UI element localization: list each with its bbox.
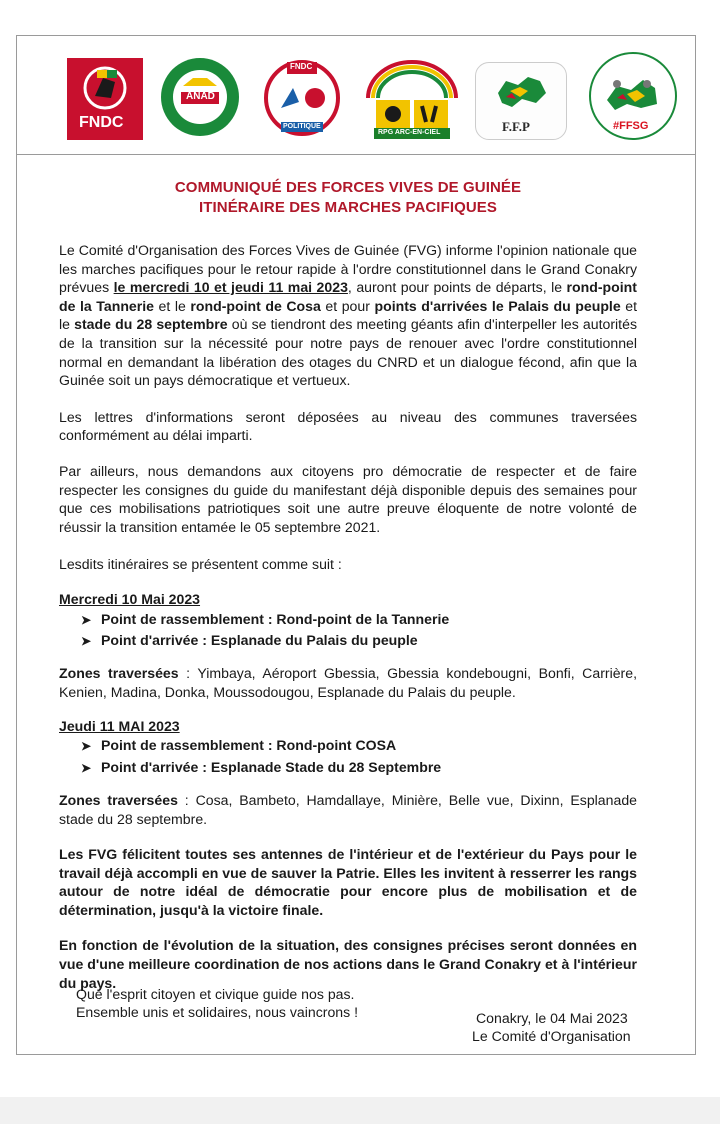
fndc-logo-label: FNDC [79, 114, 124, 131]
congratulations-paragraph: Les FVG félicitent toutes ses antennes de l'intérieur et de l'extérieur du Pays pour le travail déjà accompli en vue de sauver la Patrie. Elles les invitent à resserrer les rangs autour de notre idéal de démocratie pour encore plus de mobilisation et de détermination, jusqu'à la victoire finale. [59, 846, 637, 918]
day2-zones-list: : Cosa, Bambeto, Hamdallaye, Minière, Belle vue, Dixinn, Esplanade stade du 28 septembre. [59, 791, 637, 827]
arrival-palais: points d'arrivées le Palais du peuple [374, 297, 621, 314]
intro-text-3: , auront pour points de départs, le [347, 279, 567, 296]
day1-section [59, 590, 637, 702]
march-dates: le mercredi 10 et jeudi 11 mai 2023 [113, 279, 348, 296]
day1-bullet-1 [59, 609, 637, 630]
evolution-paragraph: En fonction de l'évolution de la situation, des consignes précises seront données en vue d'une meilleure coordination de nos actions dans le Grand Conakry et à l'intérieur du pays. [59, 937, 637, 991]
intro-text-5: et le [154, 297, 191, 314]
intro-text-11: où se tiendront des meeting géants afin d'interpeller les autorités de la transition sur la nécessité pour notre pays de renouer avec l'ordre constitutionnel normal en demandant la libération des otages du CNRD et un dialogue fécond, afin que la Guinée soit un pays démocratique et vertueux. [59, 316, 637, 389]
title-line-2: ITINÉRAIRE DES MARCHES PACIFIQUES [198, 199, 498, 216]
day1-zones-label: Zones traversées [59, 665, 179, 682]
day2-bullet-1 [59, 735, 637, 756]
fndc-logo [67, 58, 143, 140]
day2-arrival-point: Point d'arrivée : Esplanade Stade du 28 Septembre [101, 758, 442, 775]
day2-bullet-2 [59, 757, 637, 778]
communique-body [59, 178, 637, 992]
arrow-bullet-icon: ➤ [81, 739, 92, 754]
arrow-bullet-icon: ➤ [81, 633, 92, 648]
page-title [59, 178, 637, 218]
day2-zones [59, 791, 637, 828]
departure-tannerie: rond-point de la Tannerie [59, 279, 637, 314]
day2-heading: Jeudi 11 MAI 2023 [59, 717, 180, 734]
rpg-arc-en-ciel-logo [362, 56, 462, 140]
day1-gathering-point: Point de rassemblement : Rond-point de la Tannerie [101, 610, 450, 627]
intro-text-7: et pour [320, 297, 375, 314]
day1-arrival-point: Point d'arrivée : Esplanade du Palais du peuple [101, 631, 418, 648]
rpg-arc-en-ciel-label: RPG ARC-EN-CIEL [378, 129, 441, 136]
instructions-paragraph: Par ailleurs, nous demandons aux citoyens pro démocratie de respecter et de faire respecter les consignes du guide du manifestant déjà disponible depuis des semaines pour que ces mobilisations patriotiques soit une autre preuve éloquente de notre volonté de réussir la transition entamée le 05 septembre 2021. [59, 462, 637, 535]
day1-zones-list: : Yimbaya, Aéroport Gbessia, Gbessia kondebougni, Bonfi, Carrière, Kenien, Madina, Donka, Moussodougou, Esplanade du Palais du peuple. [59, 665, 637, 700]
ffp-logo-label: F.F.P [502, 119, 530, 134]
departure-cosa: rond-point de Cosa [190, 297, 321, 314]
day2-zones-label: Zones traversées [59, 791, 178, 808]
anad-logo-label: ANAD [186, 91, 215, 102]
intro-text-1: Le Comité d'Organisation des Forces Vives de Guinée (FVG) informe l'opinion nationale que les marches pacifiques pour le retour rapide à l'ordre constitutionnel dans le Grand Conakry prévues [59, 242, 637, 296]
ffsg-logo [587, 50, 679, 142]
closing-line-1: Que l'esprit citoyen et civique guide nos pas. [76, 986, 355, 1002]
fndc-politique-logo [259, 58, 345, 138]
arrival-stade: stade du 28 septembre [74, 316, 228, 333]
anad-logo [159, 56, 241, 138]
intro-paragraph [59, 241, 637, 390]
closing-line-2: Ensemble unis et solidaires, nous vaincrons ! [76, 1004, 359, 1020]
day1-bullet-2 [59, 630, 637, 651]
day2-gathering-point: Point de rassemblement : Rond-point COSA [101, 737, 397, 754]
signature-signer: Le Comité d'Organisation [472, 1028, 631, 1044]
letters-paragraph: Les lettres d'informations seront déposées au niveau des communes traversées conformément au délai imparti. [59, 408, 637, 444]
day1-zones [59, 664, 637, 701]
arrow-bullet-icon: ➤ [81, 612, 92, 627]
signature-place-date: Conakry, le 04 Mai 2023 [476, 1010, 628, 1026]
bottom-strip [0, 1097, 720, 1124]
day1-heading: Mercredi 10 Mai 2023 [59, 590, 201, 607]
ffp-logo [475, 62, 567, 140]
logo-bar [17, 36, 695, 155]
guinea-map-icon [476, 63, 568, 123]
intro-text-9: et le [59, 297, 638, 333]
rainbow-icon [362, 56, 462, 140]
title-line-1: COMMUNIQUÉ DES FORCES VIVES DE GUINÉE [174, 179, 522, 196]
arrow-bullet-icon: ➤ [81, 760, 92, 775]
day2-section [59, 717, 637, 829]
ffsg-logo-label: #FFSG [613, 120, 649, 132]
fndc-politique-top-label: FNDC [290, 62, 313, 71]
itineraries-intro: Lesdits itinéraires se présentent comme suit : [59, 556, 342, 573]
fndc-politique-bottom-label: POLITIQUE [283, 123, 321, 130]
